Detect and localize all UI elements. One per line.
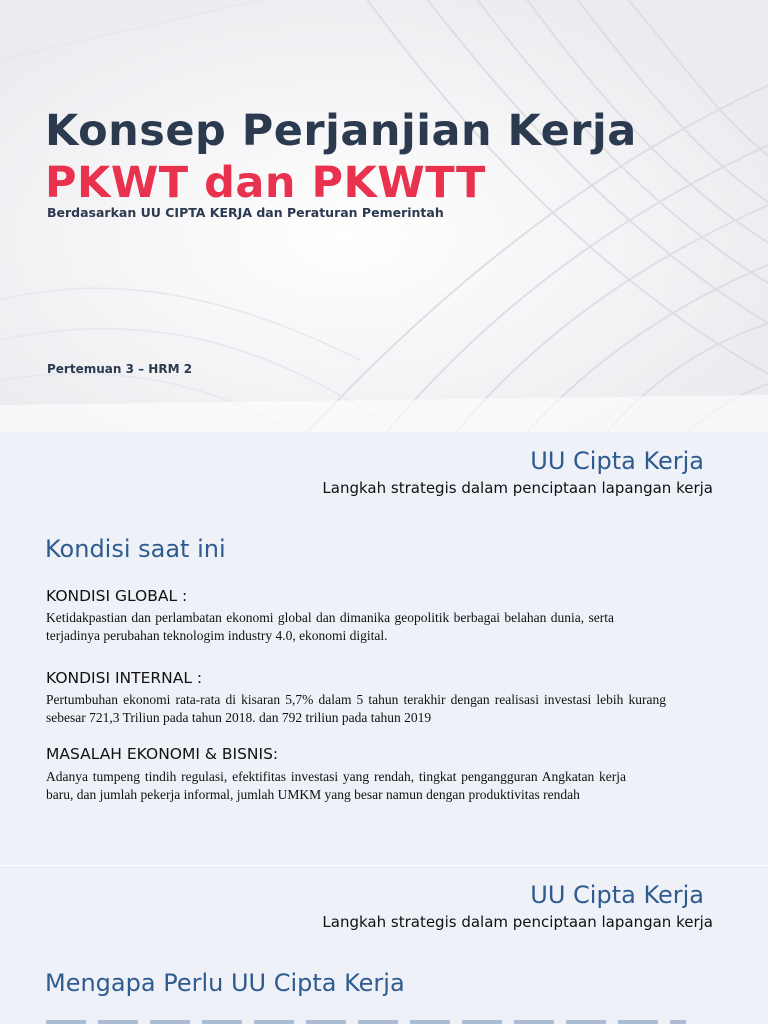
section-title: Kondisi saat ini	[45, 535, 226, 563]
block-body-internal: Pertumbuhan ekonomi rata-rata di kisaran 5,7% dalam 5 tahun terakhir dengan realisasi investasi lebih kurang sebesar 721,3 Triliun pada tahun 2018. dan 792 triliun pada tahun 2019	[46, 692, 666, 725]
title-line-1: Konsep Perjanjian Kerja	[45, 106, 637, 156]
why-slide	[0, 866, 768, 1024]
title-slide	[0, 0, 768, 432]
block-body-problems: Adanya tumpeng tindih regulasi, efektifitas investasi yang rendah, tingkat pengangguran Angkatan kerja baru, dan jumlah pekerja informal, jumlah UMKM yang besar namun dengan produktivitas rendah	[46, 769, 626, 802]
title-line-2: PKWT dan PKWTT	[45, 158, 486, 208]
block-body-global: Ketidakpastian dan perlambatan ekonomi global dan dimanika geopolitik berbagai belahan dunia, serta terjadinya perubahan teknologim industry 4.0, ekonomi digital.	[46, 610, 614, 643]
section-title: Mengapa Perlu UU Cipta Kerja	[45, 969, 405, 997]
slide-header-subtitle: Langkah strategis dalam penciptaan lapangan kerja	[322, 913, 713, 931]
block-heading-internal: KONDISI INTERNAL :	[46, 669, 203, 687]
block-heading-global: KONDISI GLOBAL :	[46, 587, 188, 605]
cropped-text-line	[46, 1020, 686, 1024]
block-heading-problems: MASALAH EKONOMI & BISNIS:	[46, 745, 279, 763]
slide-header-title: UU Cipta Kerja	[530, 447, 704, 475]
slide-header-subtitle: Langkah strategis dalam penciptaan lapangan kerja	[322, 479, 713, 497]
slide-header-title: UU Cipta Kerja	[530, 881, 704, 909]
subtitle: Berdasarkan UU CIPTA KERJA dan Peraturan Pemerintah	[47, 205, 444, 220]
conditions-slide	[0, 432, 768, 866]
meeting-label: Pertemuan 3 – HRM 2	[47, 362, 193, 376]
